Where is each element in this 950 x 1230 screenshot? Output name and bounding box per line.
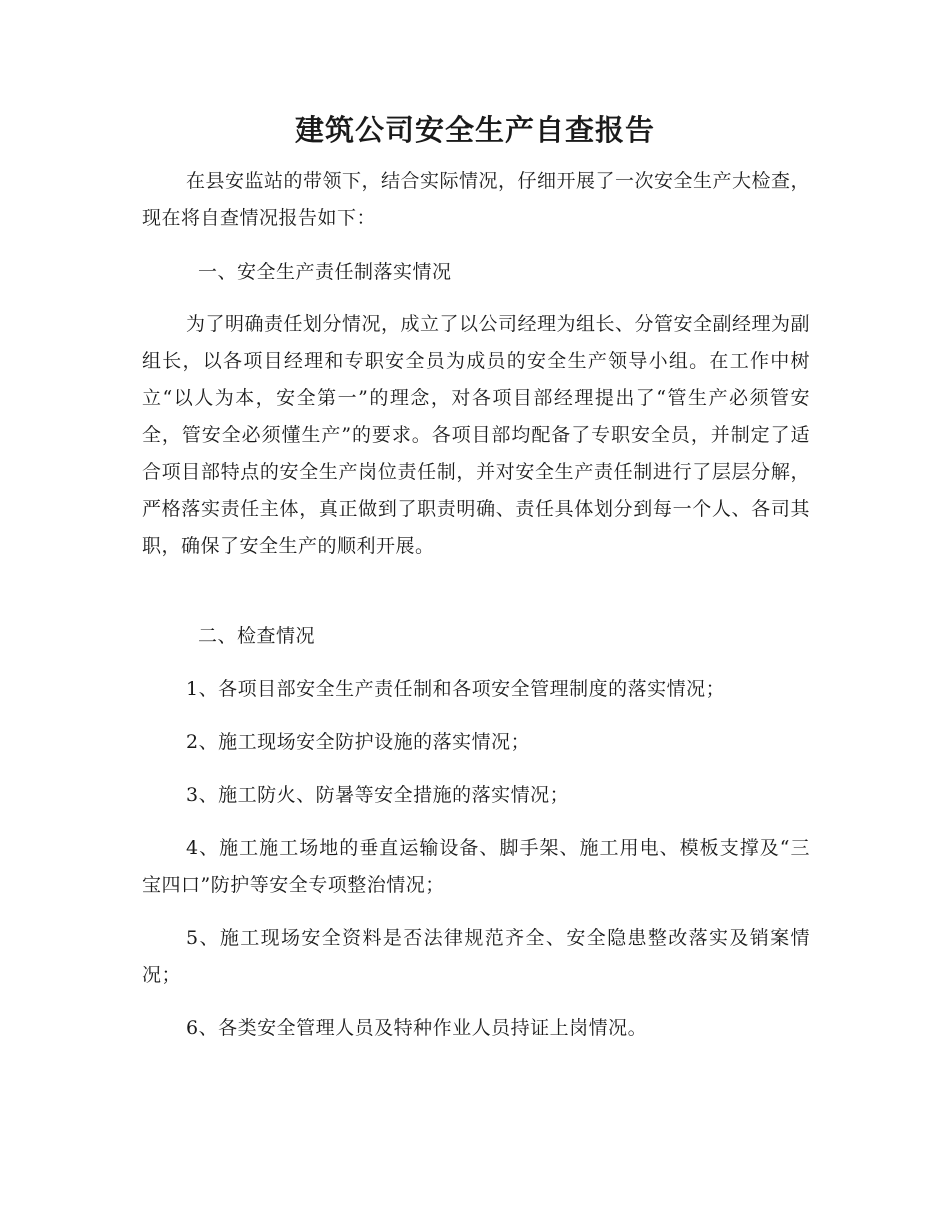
- list-item-4: 4、施工施工场地的垂直运输设备、脚手架、施工用电、模板支撑及“三宝四口”防护等安全专项整治情况；: [142, 837, 810, 896]
- list-item-6: 6、各类安全管理人员及特种作业人员持证上岗情况。: [186, 1017, 648, 1039]
- list-item-2: 2、施工现场安全防护设施的落实情况；: [186, 731, 531, 753]
- section-2-heading: 二、检查情况: [198, 625, 316, 647]
- list-item-1: 1、各项目部安全生产责任制和各项安全管理制度的落实情况；: [186, 678, 726, 700]
- section-1-heading: 一、安全生产责任制落实情况: [198, 261, 452, 283]
- section-1-body: 为了明确责任划分情况，成立了以公司经理为组长、分管安全副经理为副组长，以各项目经理和专职安全员为成员的安全生产领导小组。在工作中树立“以人为本，安全第一”的理念，对各项目部经理提出了“管生产必须管安全，管安全必须懂生产”的要求。各项目部均配备了专职安全员，并制定了适合项目部特点的安全生产岗位责任制，并对安全生产责任制进行了层层分解，严格落实责任主体，真正做到了职责明确、责任具体划分到每一个人、各司其职，确保了安全生产的顺利开展。: [142, 313, 811, 557]
- list-item-3: 3、施工防火、防暑等安全措施的落实情况；: [186, 784, 570, 806]
- document-title: 建筑公司安全生产自查报告: [294, 113, 655, 147]
- intro-paragraph: 在县安监站的带领下，结合实际情况，仔细开展了一次安全生产大检查，现在将自查情况报告如下：: [142, 170, 811, 229]
- list-item-5: 5、施工现场安全资料是否法律规范齐全、安全隐患整改落实及销案情况；: [142, 927, 810, 986]
